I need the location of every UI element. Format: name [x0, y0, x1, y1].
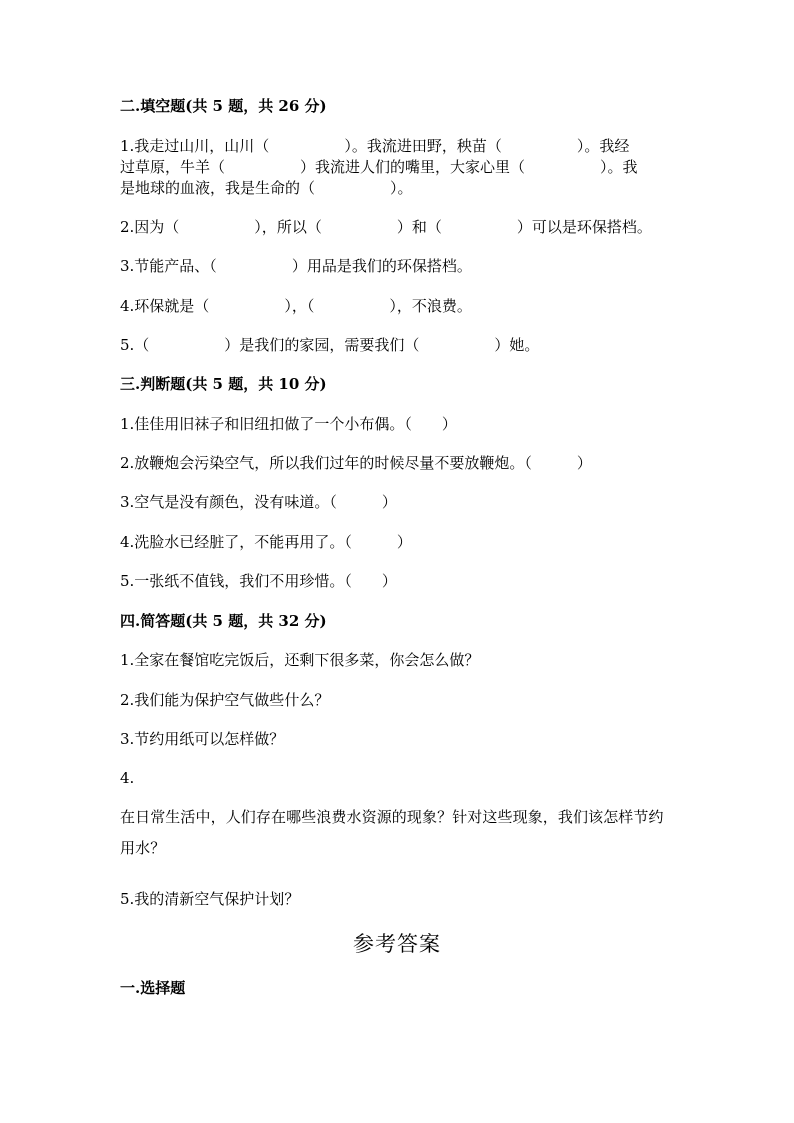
fill-section-heading: 二.填空题(共 5 题，共 26 分) [120, 97, 327, 115]
fill-q4: 4.环保就是（ ），（ ），不浪费。 [120, 297, 472, 315]
judge-q2: 2.放鞭炮会污染空气，所以我们过年的时候尽量不要放鞭炮。（ ） [120, 454, 592, 472]
short-q4-text: 在日常生活中，人们存在哪些浪费水资源的现象？针对这些现象，我们该怎样节约用水？ [120, 808, 664, 857]
fill-q3: 3.节能产品、（ ）用品是我们的环保搭档。 [120, 257, 472, 275]
short-section-heading: 四.简答题(共 5 题，共 32 分) [120, 612, 327, 630]
fill-q2: 2.因为（ ），所以（ ）和（ ）可以是环保搭档。 [120, 218, 652, 236]
short-q2: 2.我们能为保护空气做些什么？ [120, 691, 330, 709]
fill-q1-line-1: 1.我走过山川，山川（ ）。我流进田野，秧苗（ ）。我经 [120, 137, 630, 155]
fill-q5: 5.（ ）是我们的家园，需要我们（ ）她。 [120, 336, 540, 354]
answer-section1-heading: 一.选择题 [120, 979, 186, 997]
answer-key-title: 参考答案 [353, 932, 441, 956]
judge-q3: 3.空气是没有颜色，没有味道。（ ） [120, 493, 397, 511]
judge-section-heading: 三.判断题(共 5 题，共 10 分) [120, 375, 327, 393]
short-q1: 1.全家在餐馆吃完饭后，还剩下很多菜，你会怎么做？ [120, 651, 480, 669]
fill-q1-line-3: 是地球的血液，我是生命的（ ）。 [120, 179, 413, 197]
short-q5: 5.我的清新空气保护计划？ [120, 890, 300, 908]
short-q3: 3.节约用纸可以怎样做？ [120, 730, 285, 748]
judge-q5: 5.一张纸不值钱，我们不用珍惜。（ ） [120, 572, 397, 590]
fill-q1-line-2: 过草原，牛羊（ ）我流进人们的嘴里，大家心里（ ）。我 [120, 158, 638, 176]
judge-q1: 1.佳佳用旧袜子和旧纽扣做了一个小布偶。（ ） [120, 415, 457, 433]
short-q4-number: 4. [120, 769, 135, 787]
judge-q4: 4.洗脸水已经脏了，不能再用了。（ ） [120, 533, 412, 551]
